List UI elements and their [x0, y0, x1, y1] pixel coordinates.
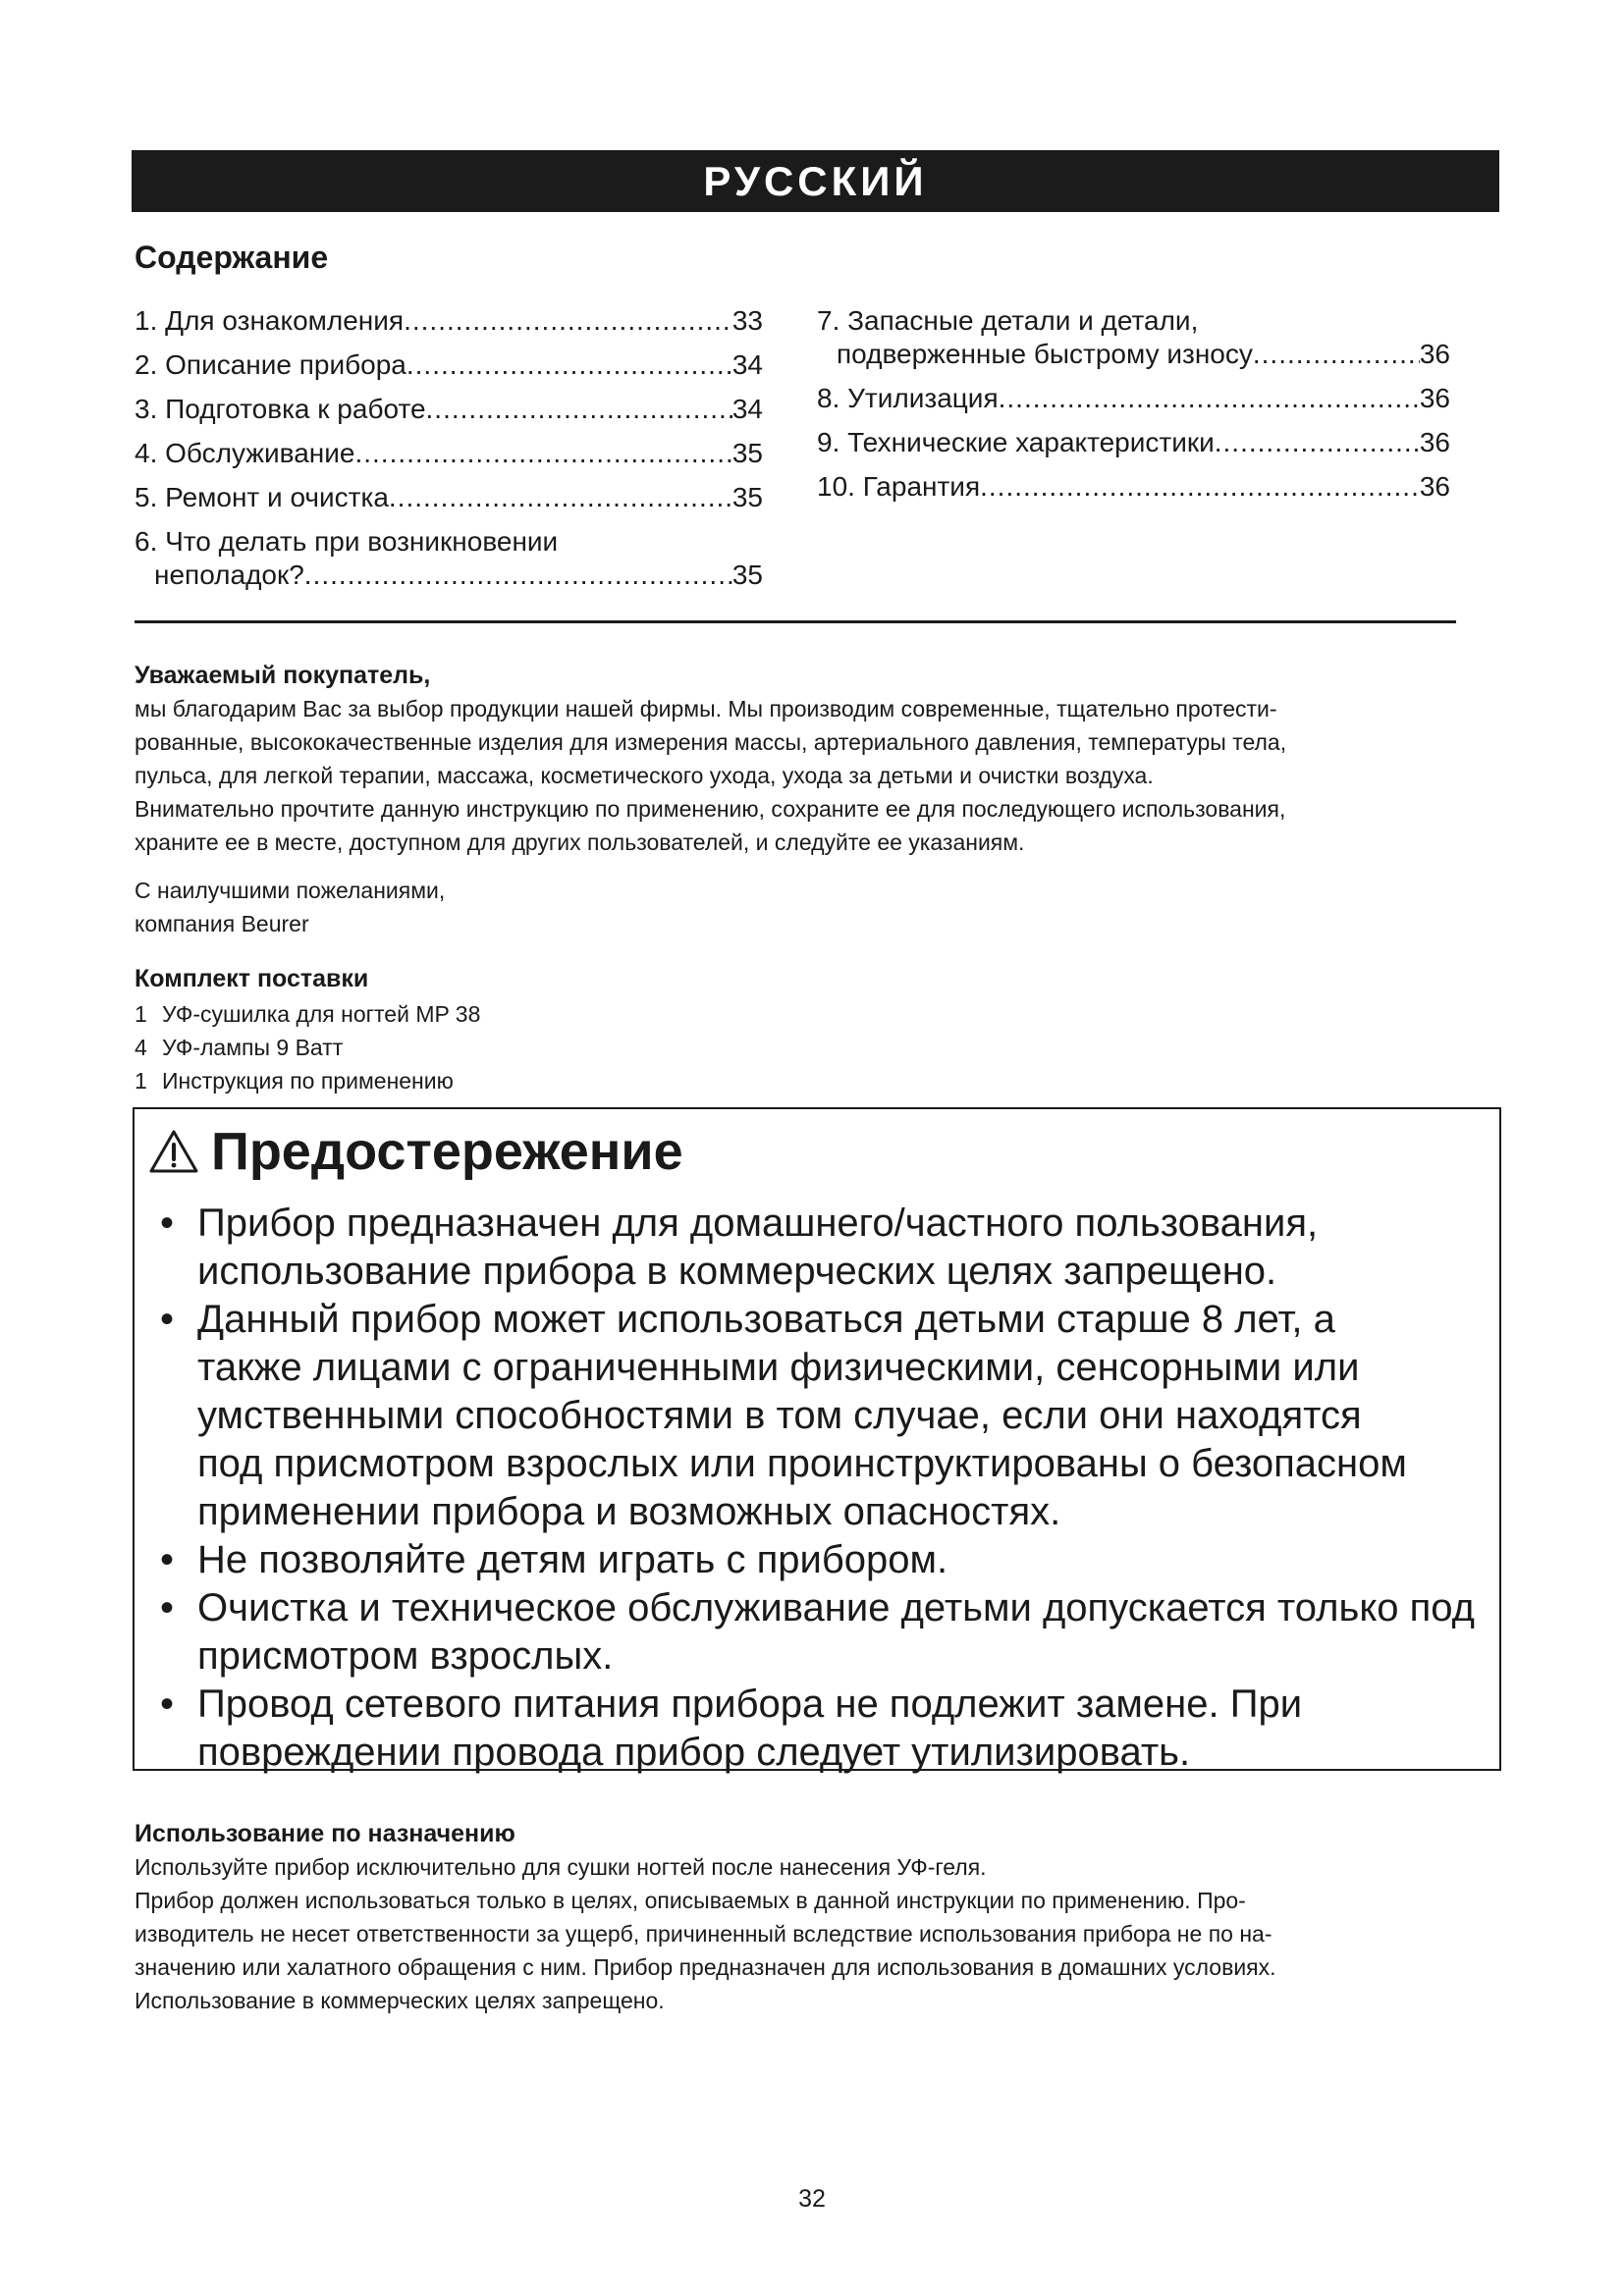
intended-use-text	[135, 1850, 1499, 2017]
toc-entry-label: 7. Запасные детали и детали,	[817, 305, 1199, 336]
bullet-icon: •	[160, 1298, 175, 1341]
language-banner: РУССКИЙ	[132, 150, 1499, 212]
toc-entry-page: 35	[731, 560, 763, 590]
intended-use-line: Прибор должен использоваться только в целях, описываемых в данной инструкции по применению. Про-	[135, 1888, 1246, 1913]
warning-line: также лицами с ограниченными физическими, сенсорными или	[197, 1346, 1360, 1389]
toc-left-column	[135, 304, 763, 592]
toc-entry-page: 36	[1419, 471, 1450, 502]
signature	[135, 874, 920, 940]
list-item	[156, 1296, 1491, 1536]
greeting-line: рованные, высококачественные изделия для измерения массы, артериального давления, температуры тела,	[135, 729, 1287, 755]
bullet-icon: •	[160, 1682, 175, 1726]
list-item	[156, 1200, 1491, 1296]
toc-leader	[1215, 426, 1420, 459]
kit-text: УФ-лампы 9 Ватт	[162, 1035, 344, 1060]
toc-entry[interactable]	[135, 437, 763, 470]
toc-entry[interactable]	[135, 481, 763, 514]
list-item	[135, 1031, 920, 1064]
toc-entry[interactable]	[135, 525, 763, 592]
greeting-line: пульса, для легкой терапии, массажа, косметического ухода, ухода за детьми и очистки воздуха.	[135, 763, 1154, 788]
toc-leader	[404, 304, 732, 338]
toc-entry[interactable]	[817, 470, 1450, 504]
greeting-heading: Уважаемый покупатель,	[135, 662, 431, 689]
toc-leader	[999, 382, 1420, 415]
intended-use-line: Использование в коммерческих целях запрещено.	[135, 1988, 665, 2013]
list-item	[156, 1584, 1491, 1681]
toc-entry-page: 34	[731, 394, 763, 424]
toc-entry-page: 35	[731, 482, 763, 512]
contents-heading: Содержание	[135, 240, 329, 275]
warning-title-text: Предостережение	[211, 1122, 683, 1181]
warning-list	[156, 1200, 1491, 1777]
warning-triangle-icon	[148, 1129, 199, 1174]
bullet-icon: •	[160, 1586, 175, 1629]
warning-line: применении прибора и возможных опасностях.	[197, 1490, 1061, 1533]
warning-line: Прибор предназначен для домашнего/частного пользования,	[197, 1201, 1319, 1245]
warning-line: Провод сетевого питания прибора не подлежит замене. При	[197, 1682, 1303, 1726]
toc-leader	[1253, 338, 1420, 371]
toc-entry-label: 9. Технические характеристики	[817, 427, 1215, 457]
kit-qty: 1	[135, 1068, 147, 1094]
kit-qty: 1	[135, 1001, 147, 1027]
warning-line: повреждении провода прибор следует утилизировать.	[197, 1731, 1191, 1774]
toc-entry-label-cont: неполадок?	[154, 560, 304, 590]
signature-line: компания Beurer	[135, 911, 309, 936]
list-item	[156, 1681, 1491, 1777]
list-item	[135, 997, 920, 1031]
toc-entry-page: 36	[1419, 427, 1450, 457]
toc-entry-page: 36	[1419, 383, 1450, 413]
toc-entry-label: 1. Для ознакомления	[135, 305, 405, 336]
toc-entry-label: 3. Подготовка к работе	[135, 394, 426, 424]
toc-leader	[406, 348, 732, 382]
toc-leader	[389, 481, 732, 514]
kit-list	[135, 997, 920, 1097]
toc-leader	[304, 559, 732, 592]
warning-line: Очистка и техническое обслуживание детьми допускается только под	[197, 1586, 1476, 1629]
intended-use-heading: Использование по назначению	[135, 1820, 515, 1847]
toc-entry-page: 36	[1419, 339, 1450, 369]
toc-leader	[354, 437, 731, 470]
kit-heading: Комплект поставки	[135, 965, 369, 992]
section-divider	[135, 620, 1456, 623]
toc-entry-label: 2. Описание прибора	[135, 349, 406, 380]
greeting-line: храните ее в месте, доступном для других пользователей, и следуйте ее указаниям.	[135, 829, 1025, 855]
intended-use-line: изводитель не несет ответственности за ущерб, причиненный вследствие использования прибора не по на-	[135, 1921, 1272, 1947]
toc-right-column	[817, 304, 1450, 514]
toc-entry[interactable]	[817, 426, 1450, 459]
warning-line: присмотром взрослых.	[197, 1634, 614, 1678]
warning-heading	[148, 1121, 683, 1182]
toc-leader	[426, 393, 732, 426]
toc-entry-label-cont: подверженные быстрому износу	[837, 339, 1253, 369]
toc-entry-label: 6. Что делать при возникновении	[135, 526, 559, 557]
warning-line: Данный прибор может использоваться детьми старше 8 лет, а	[197, 1298, 1335, 1341]
greeting-text	[135, 692, 1499, 859]
kit-qty: 4	[135, 1035, 147, 1060]
toc-leader	[980, 470, 1420, 504]
greeting-line: Внимательно прочтите данную инструкцию по применению, сохраните ее для последующего использования,	[135, 796, 1286, 822]
toc-entry[interactable]	[817, 304, 1450, 371]
kit-text: Инструкция по применению	[162, 1068, 454, 1094]
list-item	[156, 1536, 1491, 1584]
warning-line: под присмотром взрослых или проинструктированы о безопасном	[197, 1442, 1407, 1485]
warning-line: использование прибора в коммерческих целях запрещено.	[197, 1250, 1277, 1293]
list-item	[135, 1064, 920, 1097]
toc-entry-label: 5. Ремонт и очистка	[135, 482, 389, 512]
toc-entry-page: 35	[731, 438, 763, 468]
toc-entry-page: 34	[731, 349, 763, 380]
toc-entry-label: 8. Утилизация	[817, 383, 999, 413]
bullet-icon: •	[160, 1538, 175, 1581]
intended-use-line: Используйте прибор исключительно для сушки ногтей после нанесения УФ-геля.	[135, 1854, 987, 1880]
toc-entry[interactable]	[817, 382, 1450, 415]
toc-entry-label: 4. Обслуживание	[135, 438, 355, 468]
warning-box	[133, 1107, 1501, 1774]
warning-line: умственными способностями в том случае, если они находятся	[197, 1394, 1362, 1437]
kit-text: УФ-сушилка для ногтей MP 38	[162, 1001, 481, 1027]
toc-entry[interactable]	[135, 393, 763, 426]
warning-line: Не позволяйте детям играть с прибором.	[197, 1538, 948, 1581]
toc-entry[interactable]	[135, 304, 763, 338]
greeting-line: мы благодарим Вас за выбор продукции нашей фирмы. Мы производим современные, тщательно протести-	[135, 696, 1277, 721]
toc-entry[interactable]	[135, 348, 763, 382]
intended-use-line: значению или халатного обращения с ним. Прибор предназначен для использования в домашних условиях.	[135, 1954, 1276, 1980]
toc-entry-label: 10. Гарантия	[817, 471, 981, 502]
bullet-icon: •	[160, 1201, 175, 1245]
signature-line: С наилучшими пожеланиями,	[135, 878, 446, 903]
toc-entry-page: 33	[731, 305, 763, 336]
page-number: 32	[798, 2185, 826, 2213]
